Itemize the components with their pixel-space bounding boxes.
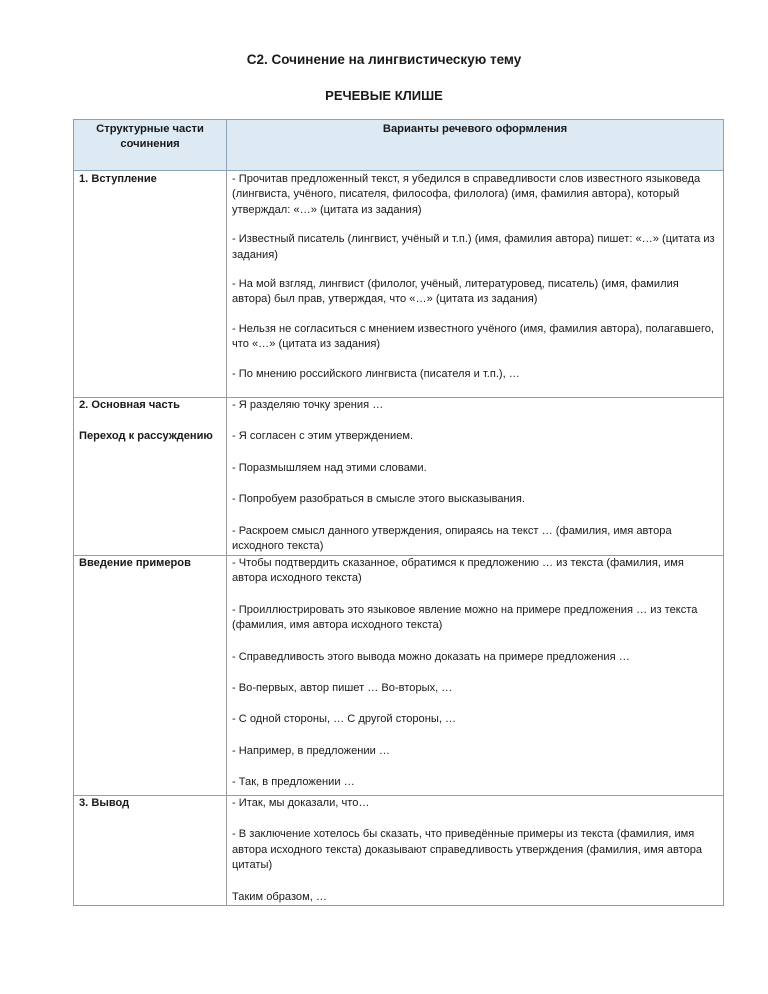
phrase-item: - С одной стороны, … С другой стороны, … (232, 713, 457, 726)
phrase-item: - В заключение хотелось бы сказать, что приведённые примеры из текста (фамилия, имя автора исходного текста) доказывают справедливость утверждения (фамилия, имя автора цитаты) (232, 828, 703, 872)
header-speech-variants: Варианты речевого оформления (227, 120, 724, 171)
part-examples (74, 556, 227, 796)
part-sublabel: Переход к рассуждению (79, 430, 213, 443)
phrases-main (227, 398, 724, 556)
phrase-item: - Раскроем смысл данного утверждения, опираясь на текст … (фамилия, имя автора исходного текста) (232, 524, 672, 553)
phrase-item: - По мнению российского лингвиста (писателя и т.п.), … (232, 367, 520, 380)
phrase-item: - Поразмышляем над этими словами. (232, 461, 427, 474)
part-label: 3. Вывод (79, 797, 130, 809)
part-main (74, 398, 227, 556)
page-title: С2. Сочинение на лингвистическую тему (246, 52, 522, 67)
phrase-item: Таким образом, … (232, 890, 327, 903)
part-label: Введение примеров (79, 557, 191, 569)
phrase-item: - Я согласен с этим утверждением. (232, 430, 414, 443)
page-subtitle: РЕЧЕВЫЕ КЛИШЕ (325, 88, 443, 103)
phrase-item: - Нельзя не согласиться с мнением известного учёного (имя, фамилия автора), полагавшего, что «…» (цитата из задания) (232, 322, 715, 351)
phrase-item: - На мой взгляд, лингвист (филолог, учёный, литературовед, писатель) (имя, фамилия автора) был прав, утверждая, что «…» (цитата из задания) (232, 278, 679, 306)
phrase-item: - Попробуем разобраться в смысле этого высказывания. (232, 493, 525, 506)
part-label: 1. Вступление (79, 173, 157, 185)
phrase-item: - Чтобы подтвердить сказанное, обратимся к предложению … из текста (фамилия, имя автора исходного текста) (232, 557, 684, 585)
part-conclusion (74, 796, 227, 906)
table-row (74, 171, 724, 398)
phrase-item: - Так, в предложении … (232, 776, 355, 789)
phrase-item: - Прочитав предложенный текст, я убедился в справедливости слов известного языковеда (лингвиста, учёного, писателя, философа, филолога) (имя, фамилия автора), который утверждал: «…» (цитата из задания) (232, 173, 701, 216)
phrase-item: - Справедливость этого вывода можно доказать на примере предложения … (232, 650, 630, 663)
phrase-item: - Во-первых, автор пишет … Во-вторых, … (232, 682, 453, 695)
phrases-conclusion (227, 796, 724, 906)
table-header-row (74, 120, 724, 171)
phrase-item: - Известный писатель (лингвист, учёный и т.п.) (имя, фамилия автора) пишет: «…» (цитата из задания) (232, 233, 715, 261)
table-row (74, 796, 724, 906)
phrase-item: - Я разделяю точку зрения … (232, 399, 384, 411)
table-row (74, 398, 724, 556)
phrase-item: - Итак, мы доказали, что… (232, 797, 370, 809)
header-structural-parts: Структурные части сочинения (74, 120, 227, 171)
cliche-table (73, 119, 724, 906)
phrases-examples (227, 556, 724, 796)
phrase-item: - Например, в предложении … (232, 744, 390, 757)
phrases-introduction (227, 171, 724, 398)
part-introduction (74, 171, 227, 398)
phrase-item: - Проиллюстрировать это языковое явление можно на примере предложения … из текста (фамилия, имя автора исходного текста) (232, 603, 698, 632)
part-label: 2. Основная часть (79, 399, 180, 411)
table-row (74, 556, 724, 796)
